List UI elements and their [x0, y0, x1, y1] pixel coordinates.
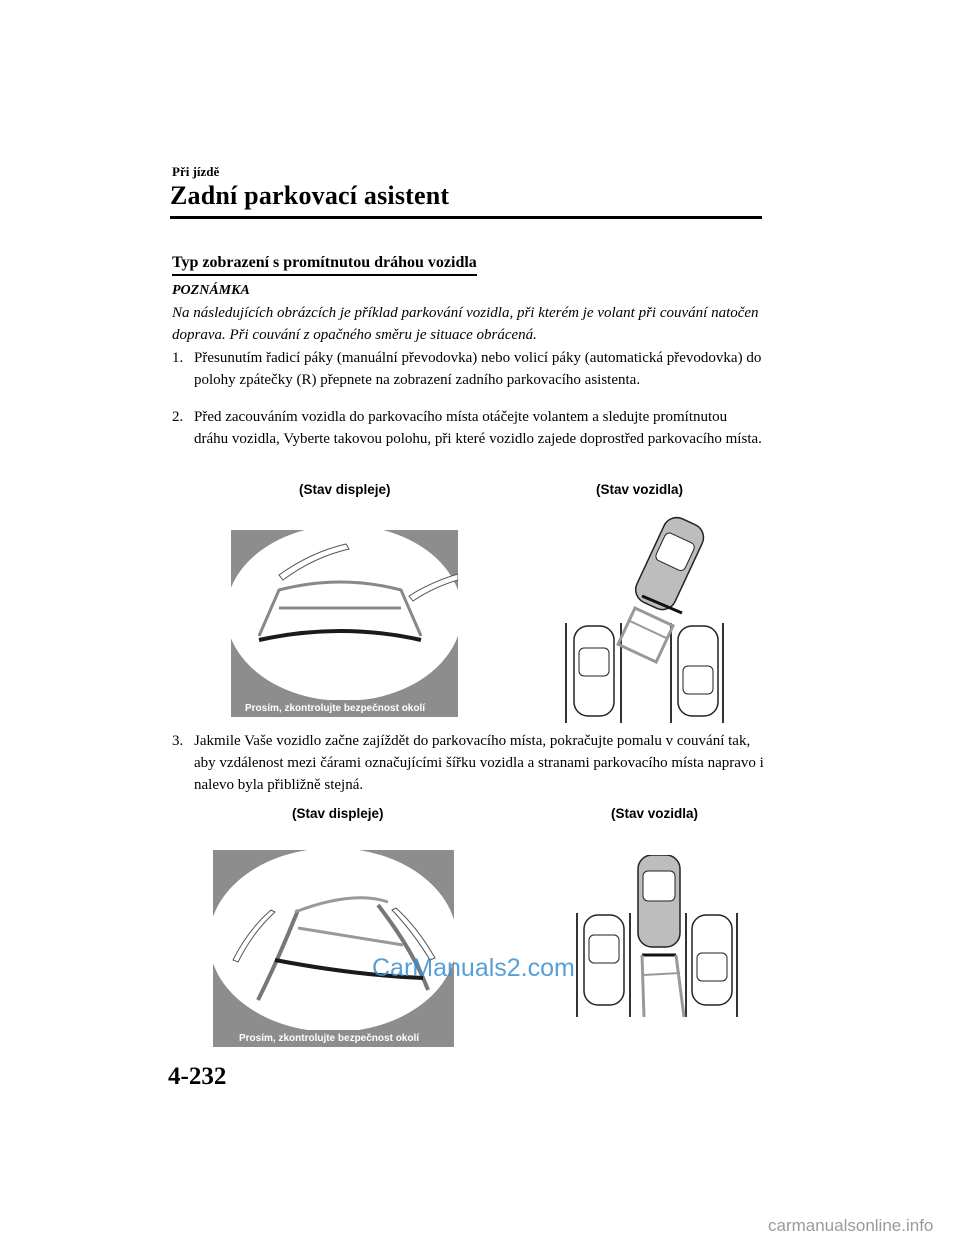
note-text: Na následujících obrázcích je příklad parkování vozidla, při kterém je volant při couvání natočen doprava. Při couvání z opačného směru je situace obrácená. — [172, 305, 759, 343]
watermark-logo: CarManuals2.com — [372, 954, 575, 982]
display-caption: (Stav displeje) — [292, 806, 384, 821]
note-label: POZNÁMKA — [172, 283, 250, 298]
step-text: Jakmile Vaše vozidlo začne zajíždět do parkovacího místa, pokračujte pomalu v couvání tak, aby vzdálenost mezi čárami označujícími šířku vozidla a stranami parkovacího místa napravo i nalevo byla přibližně stejná. — [194, 733, 764, 793]
step-2 — [172, 406, 764, 450]
screen-warning-text: Prosím, zkontrolujte bezpečnost okolí — [245, 703, 426, 714]
step-1 — [172, 347, 764, 391]
vehicle-caption: (Stav vozidla) — [611, 806, 699, 821]
rear-camera-display — [213, 850, 454, 1047]
title-rule — [170, 216, 762, 219]
page-title: Zadní parkovací asistent — [170, 181, 450, 210]
section-label: Při jízdě — [172, 164, 220, 179]
step-number: 2. — [172, 409, 184, 425]
vehicle-state-diagram — [572, 855, 740, 1023]
vehicle-state-diagram — [560, 508, 730, 723]
rear-camera-display — [231, 530, 458, 717]
step-number: 3. — [172, 733, 184, 749]
step-number: 1. — [172, 350, 184, 366]
screen-warning-text: Prosím, zkontrolujte bezpečnost okolí — [239, 1033, 420, 1044]
step-text: Přesunutím řadicí páky (manuální převodovka) nebo volicí páky (automatická převodovka) do polohy zpátečky (R) přepnete na zobrazení zadního parkovacího asistenta. — [194, 350, 762, 388]
watermark-footer: carmanualsonline.info — [768, 1216, 934, 1235]
subheading: Typ zobrazení s promítnutou dráhou vozidla — [172, 254, 477, 276]
display-caption: (Stav displeje) — [299, 482, 391, 497]
step-text: Před zacouváním vozidla do parkovacího místa otáčejte volantem a sledujte promítnutou dráhu vozidla, Vyberte takovou polohu, při které vozidlo zajede doprostřed parkovacího místa. — [194, 409, 762, 447]
step-3 — [172, 730, 764, 796]
vehicle-caption: (Stav vozidla) — [596, 482, 684, 497]
page-number: 4-232 — [168, 1063, 227, 1090]
